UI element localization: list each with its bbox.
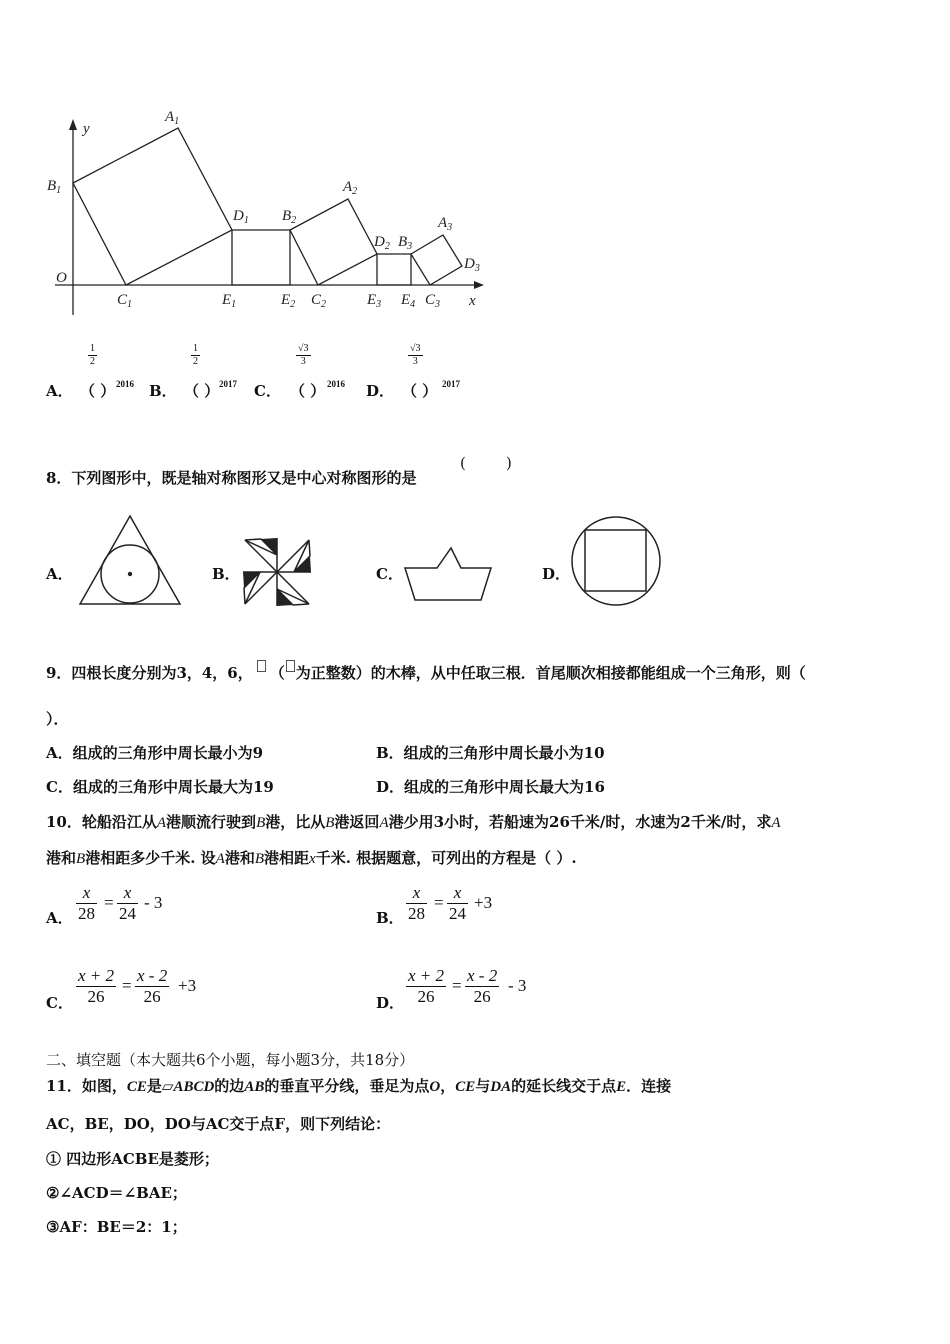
- axis-label-x: x: [469, 293, 476, 309]
- label-E4: $E_4$: [401, 292, 416, 310]
- axis-label-y: y: [83, 121, 90, 137]
- q8-option-a-label[interactable]: A．: [46, 565, 73, 583]
- q7-d-coef: $\frac{√3}{3}$: [410, 343, 421, 367]
- label-E2: $E_2$: [281, 292, 296, 310]
- q10-stem-line2: 港和B港相距多少千米. 设A港和B港相距x千米. 根据题意，可列出的方程是（ ）.: [46, 849, 577, 867]
- fraction: $\frac{x - 2}{26}$: [137, 966, 168, 1006]
- q8-figure-c-boat[interactable]: [403, 546, 493, 604]
- q9-option-a[interactable]: A．组成的三角形中周长最小为9: [46, 744, 264, 762]
- q7-figure: [40, 100, 500, 325]
- q11-stem-line1: 11．如图，CE是▱ABCD的边AB的垂直平分线，垂足为点O，CE与DA的延长线交于点E．连接: [46, 1077, 672, 1095]
- label-E1: $E_1$: [222, 292, 237, 310]
- label-D1: $D_1$: [233, 208, 249, 226]
- q9-stem-end: ）．: [46, 710, 69, 728]
- q8-figure-a-triangle-circle[interactable]: [76, 512, 184, 608]
- placeholder-box-icon: [257, 660, 266, 672]
- q9-option-d[interactable]: D．组成的三角形中周长最大为16: [376, 778, 605, 796]
- label-A2: $A_2$: [343, 179, 358, 197]
- q9-option-c[interactable]: C．组成的三角形中周长最大为19: [46, 778, 274, 796]
- label-C1: $C_1$: [117, 292, 133, 310]
- label-D3: $D_3$: [464, 256, 480, 274]
- fraction: $\frac{x + 2}{26}$: [408, 966, 445, 1006]
- q7-a-coef: $\frac{1}{2}$: [90, 343, 95, 367]
- y-axis-arrow: [69, 119, 77, 130]
- q9-stem: 9．四根长度分别为3，4，6， （ 为正整数）的木棒，从中任取三根．首尾顺次相接都能组成一个三角形，则（: [46, 660, 806, 683]
- fraction: $\frac{x}{28}$: [78, 883, 95, 923]
- q7-b-coef: $\frac{1}{2}$: [193, 343, 198, 367]
- fraction: $\frac{x + 2}{26}$: [78, 966, 115, 1006]
- fraction: $\frac{x}{28}$: [408, 883, 425, 923]
- q10-stem-line1: 10．轮船沿江从A港顺流行驶到B港，比从B港返回A港少用3小时，若船速为26千米/时，水速为2千米/时，求A: [46, 813, 781, 831]
- square-2: [232, 230, 290, 285]
- q8-option-c-label[interactable]: C．: [376, 565, 403, 583]
- square-3: [290, 199, 377, 285]
- q11-conclusion-1: ① 四边形ACBE是菱形；: [46, 1150, 219, 1168]
- label-C2: $C_2$: [311, 292, 327, 310]
- label-B1: $B_1$: [47, 178, 62, 196]
- q8-option-b-label[interactable]: B．: [212, 565, 240, 583]
- label-A3: $A_3$: [438, 215, 453, 233]
- q8-paren-close: ): [506, 454, 512, 472]
- fraction: $\frac{x}{24}$: [449, 883, 466, 923]
- label-E3: $E_3$: [367, 292, 382, 310]
- fraction: $\frac{x}{24}$: [119, 883, 136, 923]
- section-heading: 二、填空题（本大题共6个小题，每小题3分，共18分）: [46, 1051, 415, 1069]
- q11-conclusion-3: ③AF：BE＝2：1；: [46, 1218, 187, 1236]
- q11-stem-line2: AC，BE，DO，DO与AC交于点F，则下列结论：: [46, 1115, 391, 1133]
- fraction: $\frac{x - 2}{26}$: [467, 966, 498, 1006]
- q11-conclusion-2: ②∠ACD＝∠BAE；: [46, 1184, 187, 1202]
- square-1: [73, 128, 232, 285]
- label-A1: $A_1$: [165, 109, 180, 127]
- label-C3: $C_3$: [425, 292, 441, 310]
- square-4: [377, 254, 411, 285]
- q9-option-b[interactable]: B．组成的三角形中周长最小为10: [376, 744, 605, 762]
- q8-figure-d-circle-square[interactable]: [568, 514, 664, 608]
- placeholder-box-icon: [286, 660, 295, 672]
- label-D2: $D_2$: [374, 234, 390, 252]
- origin-label: O: [56, 270, 67, 286]
- x-axis-arrow: [474, 281, 484, 289]
- q8-paren-open: (: [460, 454, 466, 472]
- square-5: [411, 235, 462, 285]
- label-B2: $B_2$: [282, 208, 297, 226]
- q8-figure-b-pinwheel[interactable]: [240, 535, 314, 609]
- q8-option-d-label[interactable]: D．: [542, 565, 571, 583]
- q7-c-coef: $\frac{√3}{3}$: [298, 343, 309, 367]
- q8-stem: 8．下列图形中，既是轴对称图形又是中心对称图形的是: [46, 469, 417, 487]
- label-B3: $B_3$: [398, 234, 413, 252]
